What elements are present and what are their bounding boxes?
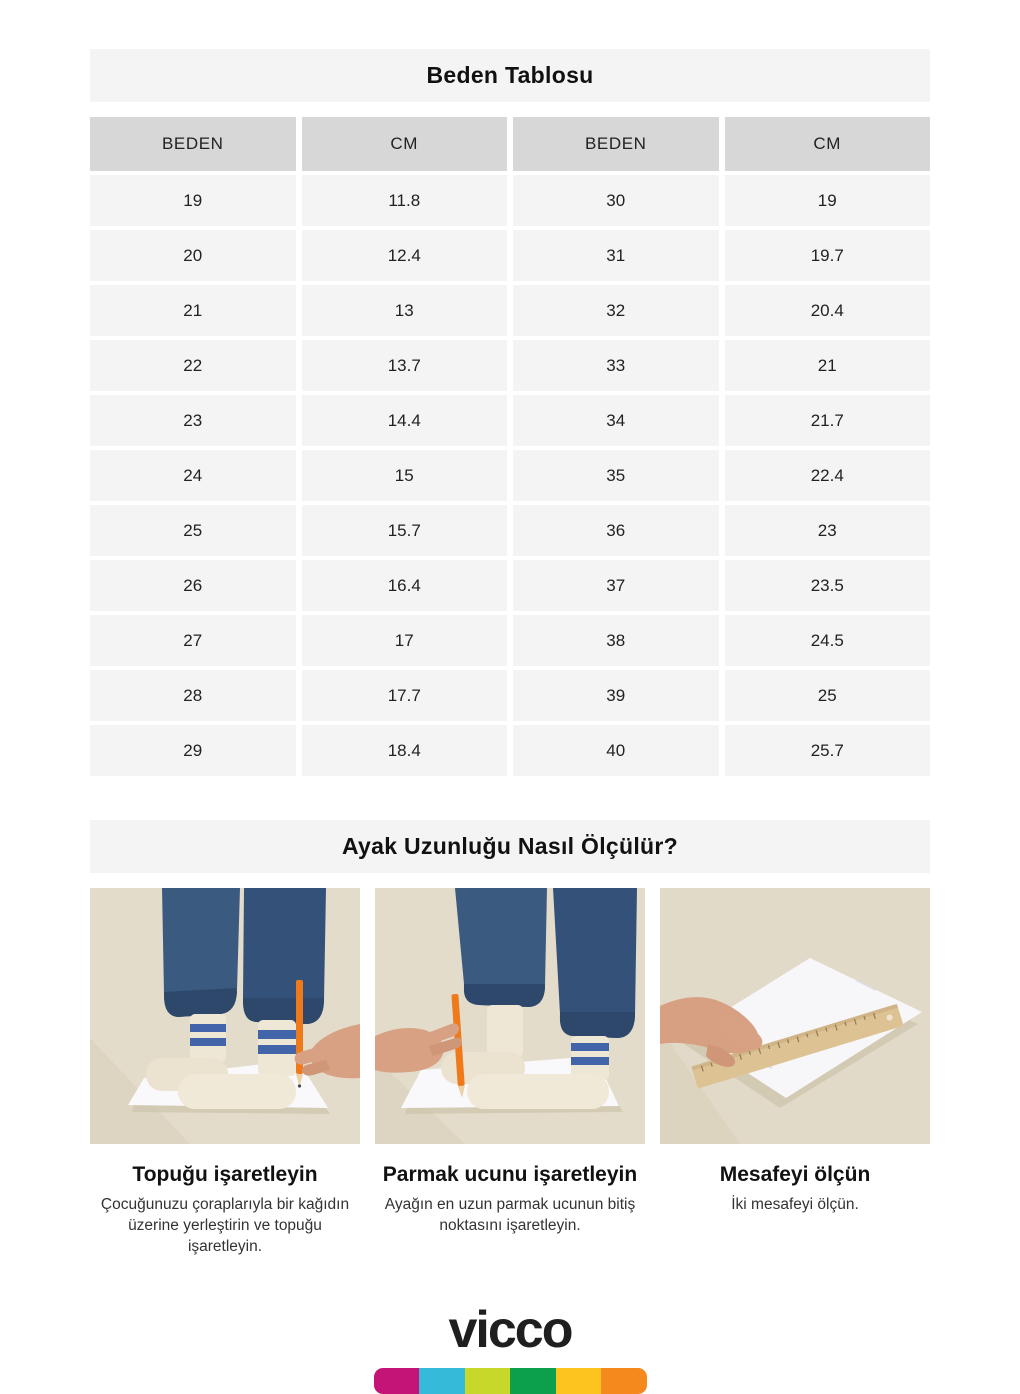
cm-cell: 24.5 <box>725 615 931 666</box>
cm-cell: 15 <box>302 450 508 501</box>
size-cell: 26 <box>90 560 296 611</box>
cm-cell: 19 <box>725 175 931 226</box>
size-cell: 39 <box>513 670 719 721</box>
cm-cell: 22.4 <box>725 450 931 501</box>
cm-cell: 11.8 <box>302 175 508 226</box>
cm-cell: 23.5 <box>725 560 931 611</box>
size-cell: 33 <box>513 340 719 391</box>
size-table-title-bar <box>90 49 930 102</box>
cm-cell: 14.4 <box>302 395 508 446</box>
cm-cell: 12.4 <box>302 230 508 281</box>
step-title: Mesafeyi ölçün <box>719 1163 871 1186</box>
size-cell: 24 <box>90 450 296 501</box>
measure-title: Ayak Uzunluğu Nasıl Ölçülür? <box>342 833 678 859</box>
cm-cell: 18.4 <box>302 725 508 776</box>
size-table <box>90 117 930 776</box>
size-cell: 32 <box>513 285 719 336</box>
step-mark-heel <box>90 888 360 1258</box>
step-measure-distance <box>660 888 930 1258</box>
cm-cell: 21.7 <box>725 395 931 446</box>
cm-cell: 13 <box>302 285 508 336</box>
size-table-title: Beden Tablosu <box>426 62 594 88</box>
heel-marking-photo <box>90 888 360 1144</box>
step-title: Topuğu işaretleyin <box>132 1163 318 1186</box>
cm-cell: 17.7 <box>302 670 508 721</box>
size-cell: 34 <box>513 395 719 446</box>
stripe-segment-lime <box>465 1368 511 1394</box>
cm-cell: 15.7 <box>302 505 508 556</box>
size-cell: 38 <box>513 615 719 666</box>
size-cell: 21 <box>90 285 296 336</box>
size-cell: 40 <box>513 725 719 776</box>
stripe-segment-green <box>510 1368 556 1394</box>
cm-cell: 13.7 <box>302 340 508 391</box>
size-cell: 20 <box>90 230 296 281</box>
column-header-beden-right: BEDEN <box>513 117 719 171</box>
size-guide-page <box>90 0 930 1394</box>
size-cell: 19 <box>90 175 296 226</box>
column-header-cm-left: CM <box>302 117 508 171</box>
size-cell: 28 <box>90 670 296 721</box>
cm-cell: 21 <box>725 340 931 391</box>
footer <box>90 1300 930 1394</box>
measure-title-bar <box>90 820 930 873</box>
vicco-logo: vicco <box>448 1300 572 1359</box>
size-cell: 25 <box>90 505 296 556</box>
cm-cell: 16.4 <box>302 560 508 611</box>
size-cell: 31 <box>513 230 719 281</box>
cm-cell: 25 <box>725 670 931 721</box>
column-header-cm-right: CM <box>725 117 931 171</box>
cm-cell: 20.4 <box>725 285 931 336</box>
size-cell: 36 <box>513 505 719 556</box>
measure-steps <box>90 888 930 1258</box>
step-title: Parmak ucunu işaretleyin <box>382 1163 638 1186</box>
size-cell: 22 <box>90 340 296 391</box>
stripe-segment-orange <box>601 1368 647 1394</box>
size-cell: 35 <box>513 450 719 501</box>
stripe-segment-magenta <box>374 1368 420 1394</box>
cm-cell: 23 <box>725 505 931 556</box>
step-mark-toe <box>375 888 645 1258</box>
brand-color-stripe <box>374 1368 647 1394</box>
step-description: Çocuğunuzu çoraplarıyla bir kağıdın üzerine yerleştirin ve topuğu işaretleyin. <box>100 1196 350 1255</box>
size-cell: 29 <box>90 725 296 776</box>
cm-cell: 25.7 <box>725 725 931 776</box>
step-description: Ayağın en uzun parmak ucunun bitiş noktasını işaretleyin. <box>384 1196 636 1234</box>
column-header-beden-left: BEDEN <box>90 117 296 171</box>
size-cell: 30 <box>513 175 719 226</box>
step-description: İki mesafeyi ölçün. <box>731 1196 859 1213</box>
size-cell: 37 <box>513 560 719 611</box>
size-cell: 27 <box>90 615 296 666</box>
cm-cell: 19.7 <box>725 230 931 281</box>
stripe-segment-yellow <box>556 1368 602 1394</box>
cm-cell: 17 <box>302 615 508 666</box>
toe-marking-photo <box>375 888 645 1144</box>
stripe-segment-cyan <box>419 1368 465 1394</box>
ruler-measuring-photo <box>660 888 930 1144</box>
size-cell: 23 <box>90 395 296 446</box>
